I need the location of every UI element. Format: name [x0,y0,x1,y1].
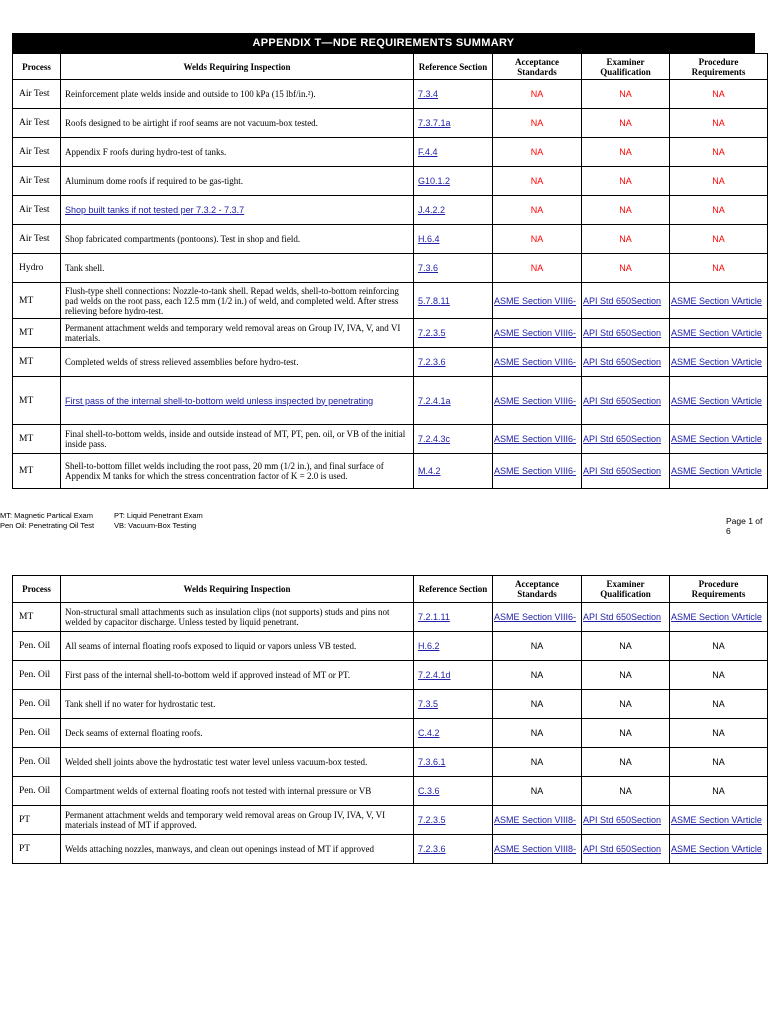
legend [0,511,203,531]
reference-link[interactable]: 7.2.4.1d [418,670,451,680]
welds-cell: Welds attaching nozzles, manways, and clean out openings instead of MT if approved [61,835,414,864]
reference-link[interactable]: 7.2.3.6 [418,357,446,367]
welds-cell: Deck seams of external floating roofs. [61,719,414,748]
reference-link[interactable]: 7.2.4.1a [418,395,451,406]
procedure-cell[interactable]: ASME Section VArticle [670,348,768,377]
acceptance-cell[interactable]: ASME Section VIII6- [493,603,582,632]
process-cell: MT [13,348,61,377]
table-row [13,632,768,661]
reference-link[interactable]: G10.1.2 [418,176,451,186]
welds-cell[interactable] [61,196,414,225]
examiner-cell[interactable]: API Std 650Section [582,603,670,632]
reference-link[interactable]: F.4.4 [418,147,438,157]
reference-cell [414,109,493,138]
reference-cell [414,603,493,632]
reference-cell [414,835,493,864]
process-cell: Pen. Oil [13,661,61,690]
welds-cell: Permanent attachment welds and temporary weld removal areas on Group IV, IVA, V, and VI materials. [61,319,414,348]
procedure-cell: NA [670,80,768,109]
reference-link[interactable]: 7.2.3.6 [418,844,446,854]
acceptance-cell: NA [493,138,582,167]
reference-link[interactable]: H.6.4 [418,234,440,244]
process-cell: Air Test [13,138,61,167]
procedure-cell: NA [670,690,768,719]
table-row [13,80,768,109]
acceptance-cell: NA [493,167,582,196]
reference-link[interactable]: 7.2.3.5 [418,815,446,825]
reference-link[interactable]: M.4.2 [418,466,441,476]
acceptance-cell[interactable]: ASME Section VIII6- [493,348,582,377]
procedure-cell: NA [670,661,768,690]
acceptance-cell: NA [493,254,582,283]
header-examiner: Examiner Qualification [582,576,670,603]
examiner-cell: NA [582,777,670,806]
process-cell: Hydro [13,254,61,283]
process-cell: MT [13,283,61,319]
examiner-cell[interactable]: API Std 650Section [582,454,670,489]
table-row [13,348,768,377]
reference-link[interactable]: C.3.6 [418,786,440,796]
header-process: Process [13,576,61,603]
procedure-cell[interactable]: ASME Section VArticle [670,454,768,489]
acceptance-cell: NA [493,80,582,109]
examiner-cell[interactable]: API Std 650Section [582,348,670,377]
welds-cell: Appendix F roofs during hydro-test of tanks. [61,138,414,167]
reference-link[interactable]: 5.7.8.11 [418,295,450,306]
header-reference: Reference Section [414,576,493,603]
reference-link[interactable]: H.6.2 [418,641,440,651]
table-row [13,109,768,138]
table-row [13,138,768,167]
welds-link[interactable]: Shop built tanks if not tested per 7.3.2 - 7.3.7 [65,205,245,215]
acceptance-cell[interactable]: ASME Section VIII6- [493,425,582,454]
welds-cell: Welded shell joints above the hydrostatic test water level unless vacuum-box tested. [61,748,414,777]
reference-link[interactable]: 7.3.7.1a [418,118,451,128]
table-row [13,690,768,719]
welds-cell: First pass of the internal shell-to-bottom weld if approved instead of MT or PT. [61,661,414,690]
reference-cell [414,348,493,377]
procedure-cell: NA [670,225,768,254]
welds-cell: Aluminum dome roofs if required to be gas-tight. [61,167,414,196]
procedure-cell[interactable]: ASME Section VArticle [670,283,768,319]
welds-cell: Shell-to-bottom fillet welds including the root pass, 20 mm (1/2 in.), and final surface of Appendix M tanks for which the stress concentration factor of K = 2.0 is used. [61,454,414,489]
acceptance-cell: NA [493,109,582,138]
reference-cell [414,225,493,254]
acceptance-cell[interactable]: ASME Section VIII6- [493,377,582,425]
acceptance-cell: NA [493,196,582,225]
table-row [13,167,768,196]
header-process: Process [13,54,61,80]
reference-cell [414,777,493,806]
procedure-cell: NA [670,167,768,196]
examiner-cell[interactable]: API Std 650Section [582,319,670,348]
acceptance-cell[interactable]: ASME Section VIII6- [493,283,582,319]
reference-cell [414,283,493,319]
reference-link[interactable]: 7.3.5 [418,699,439,709]
process-cell: MT [13,319,61,348]
header-welds: Welds Requiring Inspection [61,54,414,80]
header-acceptance: Acceptance Standards [493,54,582,80]
process-cell: Pen. Oil [13,748,61,777]
examiner-cell: NA [582,748,670,777]
process-cell: Air Test [13,80,61,109]
examiner-cell: NA [582,109,670,138]
table-row [13,377,768,425]
reference-link[interactable]: C.4.2 [418,728,440,738]
process-cell: Pen. Oil [13,632,61,661]
procedure-cell[interactable]: ASME Section VArticle [670,603,768,632]
acceptance-cell[interactable]: ASME Section VIII8- [493,806,582,835]
process-cell: MT [13,377,61,425]
process-cell: Air Test [13,109,61,138]
procedure-cell[interactable]: ASME Section VArticle [670,806,768,835]
welds-cell: Flush-type shell connections: Nozzle-to-tank shell. Repad welds, shell-to-bottom reinforcing pad welds on the root pass, each 12.5 mm (1/2 in.) of weld, and completed weld. After stress relieving before hydro-test. [61,283,414,319]
legend-vb: VB: Vacuum-Box Testing [114,521,197,530]
reference-link[interactable]: 7.3.6.1 [418,757,446,767]
process-cell: MT [13,603,61,632]
examiner-cell: NA [582,719,670,748]
examiner-cell: NA [582,167,670,196]
procedure-cell: NA [670,109,768,138]
reference-cell [414,690,493,719]
reference-cell [414,719,493,748]
procedure-cell[interactable]: ASME Section VArticle [670,319,768,348]
procedure-cell: NA [670,777,768,806]
table-row [13,719,768,748]
procedure-cell[interactable]: ASME Section VArticle [670,835,768,864]
procedure-cell[interactable]: ASME Section VArticle [670,425,768,454]
welds-cell[interactable] [61,377,414,425]
reference-cell [414,377,493,425]
reference-cell [414,806,493,835]
procedure-cell: NA [670,254,768,283]
reference-cell [414,319,493,348]
process-cell: Pen. Oil [13,777,61,806]
process-cell: MT [13,425,61,454]
reference-cell [414,80,493,109]
process-cell: Air Test [13,225,61,254]
welds-cell: Non-structural small attachments such as insulation clips (not supports) studs and pins not welded by capacitor discharge. Unless tested by liquid penetrant. [61,603,414,632]
reference-link[interactable]: J.4.2.2 [418,205,446,215]
welds-cell: Tank shell if no water for hydrostatic test. [61,690,414,719]
table-header-row [13,54,768,80]
reference-link[interactable]: 7.3.4 [418,89,439,99]
examiner-cell: NA [582,196,670,225]
reference-cell [414,196,493,225]
reference-link[interactable]: 7.2.1.11 [418,612,450,622]
examiner-cell: NA [582,254,670,283]
reference-link[interactable]: 7.3.6 [418,263,439,273]
acceptance-cell: NA [493,225,582,254]
reference-cell [414,632,493,661]
header-procedure: Procedure Requirements [670,54,768,80]
examiner-cell[interactable]: API Std 650Section [582,835,670,864]
examiner-cell: NA [582,632,670,661]
nde-table-page1 [12,53,768,489]
process-cell: PT [13,835,61,864]
procedure-cell: NA [670,632,768,661]
reference-cell [414,454,493,489]
acceptance-cell: NA [493,777,582,806]
acceptance-cell: NA [493,632,582,661]
reference-link[interactable]: 7.2.4.3c [418,434,451,444]
table-row [13,661,768,690]
reference-cell [414,425,493,454]
acceptance-cell: NA [493,719,582,748]
welds-cell: Roofs designed to be airtight if roof seams are not vacuum-box tested. [61,109,414,138]
header-welds: Welds Requiring Inspection [61,576,414,603]
table-row [13,254,768,283]
table-row [13,748,768,777]
table-row [13,777,768,806]
welds-cell: Final shell-to-bottom welds, inside and outside instead of MT, PT, pen. oil, or VB of the initial inside pass. [61,425,414,454]
acceptance-cell: NA [493,690,582,719]
procedure-cell: NA [670,719,768,748]
welds-link[interactable]: First pass of the internal shell-to-bottom weld unless inspected by penetrating [65,395,374,406]
reference-cell [414,138,493,167]
process-cell: Air Test [13,167,61,196]
procedure-cell[interactable]: ASME Section VArticle [670,377,768,425]
table-row [13,225,768,254]
welds-cell: Completed welds of stress relieved assemblies before hydro-test. [61,348,414,377]
examiner-cell[interactable]: API Std 650Section [582,377,670,425]
welds-cell: Tank shell. [61,254,414,283]
table-row [13,425,768,454]
table-row [13,283,768,319]
welds-cell: All seams of internal floating roofs exposed to liquid or vapors unless VB tested. [61,632,414,661]
acceptance-cell: NA [493,748,582,777]
reference-link[interactable]: 7.2.3.5 [418,328,446,338]
header-examiner: Examiner Qualification [582,54,670,80]
table-row [13,603,768,632]
table-row [13,319,768,348]
examiner-cell[interactable]: API Std 650Section [582,283,670,319]
reference-cell [414,748,493,777]
legend-pen-oil: Pen Oil: Penetrating Oil Test [0,521,95,530]
header-procedure: Procedure Requirements [670,576,768,603]
examiner-cell: NA [582,138,670,167]
examiner-cell: NA [582,661,670,690]
acceptance-cell: NA [493,661,582,690]
legend-pt: PT: Liquid Penetrant Exam [114,511,203,520]
process-cell: Pen. Oil [13,690,61,719]
table-row [13,835,768,864]
examiner-cell[interactable]: API Std 650Section [582,806,670,835]
welds-cell: Permanent attachment welds and temporary weld removal areas on Group IV, IVA, V, VI materials instead of MT if approved. [61,806,414,835]
welds-cell: Reinforcement plate welds inside and outside to 100 kPa (15 lbf/in.²). [61,80,414,109]
procedure-cell: NA [670,138,768,167]
table-row [13,806,768,835]
process-cell: Pen. Oil [13,719,61,748]
header-reference: Reference Section [414,54,493,80]
welds-cell: Shop fabricated compartments (pontoons). Test in shop and field. [61,225,414,254]
examiner-cell: NA [582,690,670,719]
legend-mt: MT: Magnetic Partical Exam [0,511,93,520]
table-row [13,454,768,489]
acceptance-cell[interactable]: ASME Section VIII6- [493,319,582,348]
page-number: Page 1 of 6 [726,516,763,536]
reference-cell [414,167,493,196]
procedure-cell: NA [670,748,768,777]
reference-cell [414,254,493,283]
process-cell: Air Test [13,196,61,225]
table-header-row [13,576,768,603]
welds-cell: Compartment welds of external floating roofs not tested with internal pressure or VB [61,777,414,806]
appendix-title: APPENDIX T—NDE REQUIREMENTS SUMMARY [12,33,755,53]
examiner-cell[interactable]: API Std 650Section [582,425,670,454]
acceptance-cell[interactable]: ASME Section VIII6- [493,454,582,489]
examiner-cell: NA [582,80,670,109]
nde-table-page2 [12,575,768,864]
process-cell: PT [13,806,61,835]
reference-cell [414,661,493,690]
acceptance-cell[interactable]: ASME Section VIII8- [493,835,582,864]
examiner-cell: NA [582,225,670,254]
procedure-cell: NA [670,196,768,225]
process-cell: MT [13,454,61,489]
header-acceptance: Acceptance Standards [493,576,582,603]
table-row [13,196,768,225]
